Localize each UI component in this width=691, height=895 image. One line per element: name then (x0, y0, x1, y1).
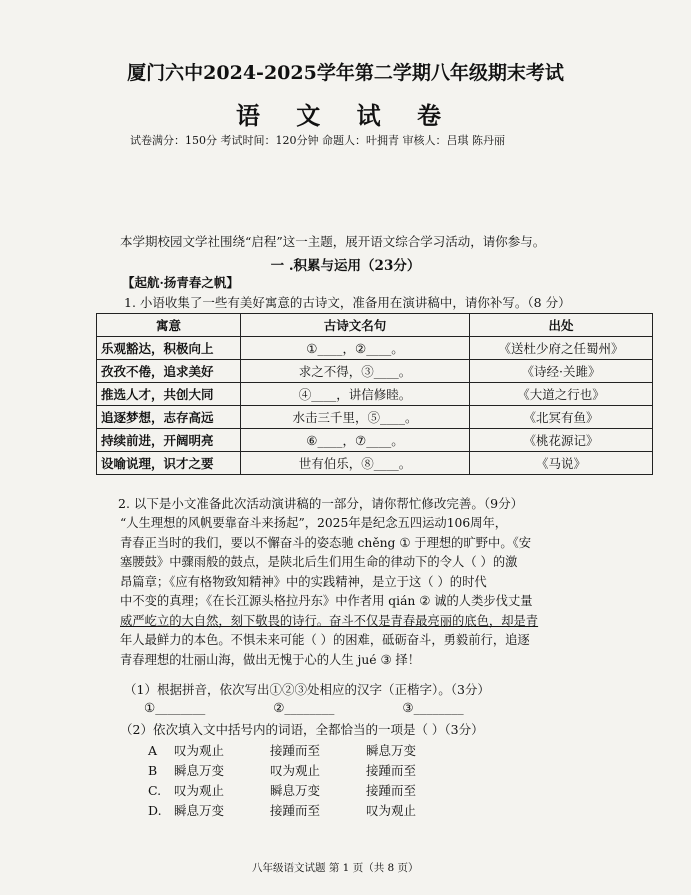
option-word: 接踵而至 (269, 743, 320, 758)
subsection-heading: 【起航·扬青春之帆】 (122, 275, 239, 290)
paragraph-line: 中不变的真理；《在长江源头格拉丹东》中作者用 qián ② 诚的人类步伐丈量 (120, 594, 533, 608)
answer-blank[interactable]: ②________ (273, 700, 335, 715)
paragraph-line: “人生理想的风帆要靠奋斗来扬起”，2025年是纪念五四运动106周年， (120, 516, 508, 530)
option-word: 叹为观止 (365, 803, 416, 818)
option-word: 瞬息万变 (365, 743, 416, 758)
paragraph-line: 青春正当时的我们，要以不懈奋斗的姿态驰 chěng ① 于理想的旷野中。《安 (120, 535, 532, 550)
exam-subtitle: 语 文 试 卷 (235, 101, 456, 130)
option-letter: D. (148, 803, 162, 818)
row-meaning: 设喻说理，识才之要 (97, 452, 241, 475)
option-row (148, 801, 416, 819)
row-source: 《北冥有鱼》 (470, 406, 653, 429)
subquestion-1: （1）根据拼音，依次写出①②③处相应的汉字（正楷字）。（3分） (124, 682, 490, 697)
poem-table (96, 313, 653, 475)
option-word: 瞬息万变 (269, 783, 320, 798)
table-row (97, 337, 653, 360)
table-row (97, 429, 653, 452)
answer-blanks (144, 700, 464, 715)
row-source: 《送杜少府之任蜀州》 (470, 337, 653, 360)
paragraph-line: 塞腰鼓》中骤雨般的鼓点，是陕北后生们用生命的律动下的令人（ ）的激 (120, 555, 518, 569)
option-word: 接踵而至 (365, 763, 416, 778)
row-line: ①____，②____。 (241, 337, 470, 360)
option-word: 接踵而至 (269, 803, 320, 818)
paragraph-line: 年人最鲜力的本色。不惧未来可能（ ）的困难，砥砺奋斗，勇毅前行，追逐 (120, 633, 530, 647)
row-line: ⑥____，⑦____。 (241, 429, 470, 452)
option-word: 叹为观止 (173, 743, 224, 758)
row-meaning: 乐观豁达，积极向上 (97, 337, 241, 360)
table-row (97, 452, 653, 475)
exam-title: 厦门六中2024-2025学年第二学期八年级期末考试 (127, 62, 564, 84)
table-header-row (97, 314, 653, 337)
page-footer: 八年级语文试题 第 1 页（共 8 页） (252, 862, 419, 874)
exam-meta: 试卷满分：150分 考试时间：120分钟 命题人：叶拥青 审核人：吕琪 陈丹丽 (130, 134, 505, 147)
row-source: 《桃花源记》 (470, 429, 653, 452)
option-word: 叹为观止 (173, 783, 224, 798)
row-meaning: 持续前进，开阔明亮 (97, 429, 241, 452)
answer-blank[interactable]: ③________ (402, 700, 464, 715)
question-2-prompt: 2. 以下是小文准备此次活动演讲稿的一部分，请你帮忙修改完善。（9分） (118, 496, 524, 511)
paragraph-line: 威严屹立的大自然，刻下敬畏的诗行。奋斗不仅是青春最亮丽的底色，却是青 (120, 613, 539, 628)
table-row (97, 383, 653, 406)
table-row (97, 406, 653, 429)
answer-blank[interactable]: ①________ (144, 700, 206, 715)
row-line: ④____，讲信修睦。 (241, 383, 470, 406)
option-row (148, 781, 416, 799)
speech-paragraph (120, 514, 650, 670)
row-source: 《马说》 (470, 452, 653, 475)
option-row (148, 741, 416, 759)
header-line: 古诗文名句 (241, 314, 470, 337)
option-word: 接踵而至 (365, 783, 416, 798)
section-heading: 一 .积累与运用（23分） (270, 258, 421, 274)
intro-text: 本学期校园文学社围绕“启程”这一主题，展开语文综合学习活动，请你参与。 (120, 234, 546, 249)
option-row (148, 761, 416, 779)
option-word: 叹为观止 (269, 763, 320, 778)
option-letter: B (148, 763, 158, 778)
option-letter: A (148, 743, 158, 758)
paragraph-line: 昂篇章；《应有格物致知精神》中的实践精神，是立于这（ ）的时代 (120, 574, 487, 589)
row-source: 《大道之行也》 (470, 383, 653, 406)
option-letter: C. (148, 783, 162, 798)
row-line: 水击三千里，⑤____。 (241, 406, 470, 429)
row-line: 求之不得，③____。 (241, 360, 470, 383)
option-word: 瞬息万变 (173, 803, 224, 818)
option-word: 瞬息万变 (173, 763, 224, 778)
row-meaning: 推选人才，共创大同 (97, 383, 241, 406)
row-meaning: 追逐梦想，志存高远 (97, 406, 241, 429)
table-row (97, 360, 653, 383)
header-meaning: 寓意 (97, 314, 241, 337)
question-1-prompt: 1. 小语收集了一些有美好寓意的古诗文，准备用在演讲稿中，请你补写。（8 分） (124, 295, 571, 310)
paragraph-line: 青春理想的壮丽山海，做出无愧于心的人生 jué ③ 择！ (120, 652, 420, 667)
row-source: 《诗经·关雎》 (470, 360, 653, 383)
subquestion-2: （2）依次填入文中括号内的词语，全都恰当的一项是（ ）（3分） (120, 722, 484, 737)
row-line: 世有伯乐，⑧____。 (241, 452, 470, 475)
row-meaning: 孜孜不倦，追求美好 (97, 360, 241, 383)
header-source: 出处 (470, 314, 653, 337)
